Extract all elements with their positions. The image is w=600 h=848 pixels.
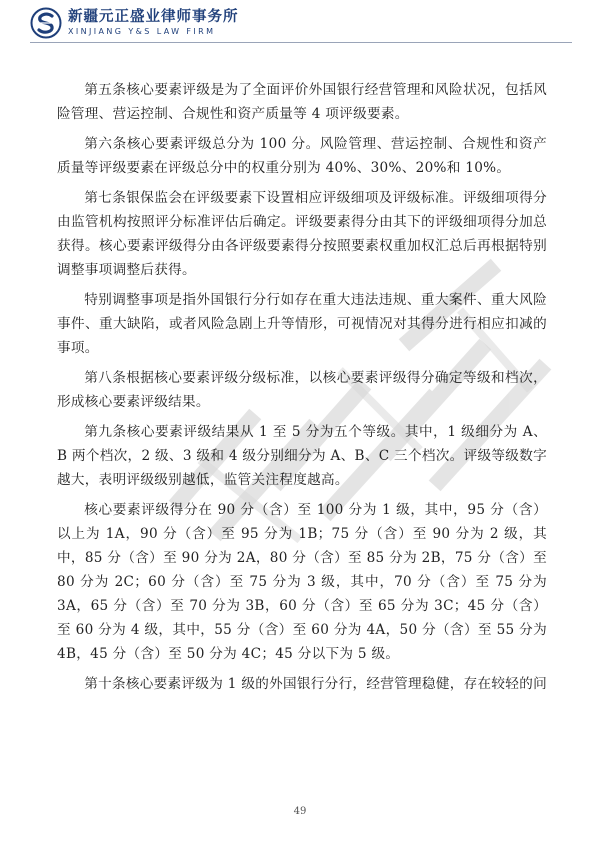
article-5-paragraph: 第五条核心要素评级是为了全面评价外国银行经营管理和风险状况，包括风险管理、营运控制、合规性和资产质量等 4 项评级要素。 bbox=[57, 82, 547, 122]
firm-name-cn: 新疆元正盛业律师事务所 bbox=[68, 9, 239, 25]
page-number: 49 bbox=[293, 806, 307, 817]
header-divider bbox=[30, 42, 572, 43]
page-header bbox=[30, 6, 239, 40]
special-adjustment-paragraph: 特别调整事项是指外国银行分行如存在重大违法违规、重大案件、重大风险事件、重大缺陷，或者风险急剧上升等情形，可视情况对其得分进行相应扣减的事项。 bbox=[57, 292, 547, 356]
article-7-paragraph: 第七条银保监会在评级要素下设置相应评级细项及评级标准。评级细项得分由监管机构按照评分标准评估后确定。评级要素得分由其下的评级细项得分加总获得。核心要素评级得分由各评级要素得分按照要素权重加权汇总后再根据特别调整事项调整后获得。 bbox=[57, 190, 547, 278]
article-8-paragraph: 第八条根据核心要素评级分级标准，以核心要素评级得分确定等级和档次，形成核心要素评级结果。 bbox=[57, 370, 547, 410]
firm-brand bbox=[68, 9, 239, 37]
score-grade-paragraph: 核心要素评级得分在 90 分（含）至 100 分为 1 级，其中，95 分（含）以上为 1A，90 分（含）至 95 分为 1B；75 分（含）至 90 分为 2 级，其中，85 分（含）至 90 分为 2A，80 分（含）至 85 分为 2B，75 分（含）至 80 分为 2C；60 分（含）至 75 分为 3 级，其中，70 分（含）至 75 分为 3A，65 分（含）至 70 分为 3B，60 分（含）至 65 分为 3C；45 分（含）至 60 分为 4 级，其中，55 分（含）至 60 分为 4A，50 分（含）至 55 分为 4B，45 分（含）至 50 分为 4C；45 分以下为 5 级。 bbox=[57, 502, 547, 662]
article-9-paragraph: 第九条核心要素评级结果从 1 至 5 分为五个等级。其中，1 级细分为 A、B 两个档次，2 级、3 级和 4 级分别细分为 A、B、C 三个档次。评级等级数字越大，表明评级级别越低，监管关注程度越高。 bbox=[57, 424, 547, 488]
article-6-paragraph: 第六条核心要素评级总分为 100 分。风险管理、营运控制、合规性和资产质量等评级要素在评级总分中的权重分别为 40%、30%、20%和 10%。 bbox=[57, 136, 547, 176]
firm-name-en: XINJIANG Y&S LAW FIRM bbox=[68, 27, 216, 36]
document-body bbox=[57, 78, 547, 702]
article-10-paragraph: 第十条核心要素评级为 1 级的外国银行分行，经营管理稳健，存在较轻的问 bbox=[84, 676, 547, 692]
firm-logo-icon bbox=[30, 7, 62, 39]
